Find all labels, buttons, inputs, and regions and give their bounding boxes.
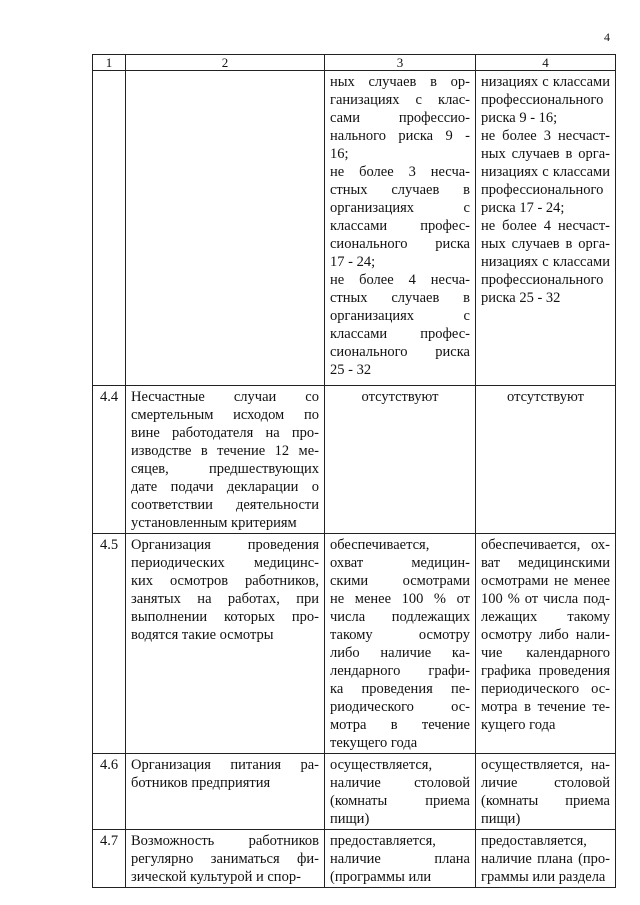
text-line: организациях с [330,200,470,216]
text-line: осмотрами не менее [481,573,610,589]
text-line: чие календарного [481,645,610,661]
text-line: не более 4 несчаст- [481,218,610,234]
text-line: Организация проведения [131,537,319,553]
text-line: профессионального [481,182,604,198]
text-line: не более 4 несча- [330,272,470,288]
text-line: ват медицинскими [481,555,610,571]
text-line: ботников предприятия [131,775,271,791]
text-line: Возможность работников [131,833,319,849]
text-line: профессионального [481,272,604,288]
text-line: предоставляется, [481,833,587,849]
criterion-text [126,71,325,386]
row-number: 4.6 [93,754,126,830]
table-header-row [93,55,616,71]
text-line: вине работодателя на про- [131,425,319,441]
table-row [93,71,616,386]
row-number [93,71,126,386]
text-line: обеспечивается, [330,537,430,553]
text-line: ных случаев в ор- [330,74,470,90]
requirement-col4 [476,71,616,386]
text-line: (программы или [330,869,432,885]
text-line: низациях с классами [481,254,610,270]
header-col-4: 4 [476,55,616,71]
text-line: кущего года [481,717,556,733]
text-line: мотра в течение те- [481,699,610,715]
text-line: не менее 100 % от [330,591,470,607]
text-line: граммы или раздела [481,869,606,885]
header-col-2: 2 [126,55,325,71]
table-row [93,534,616,754]
text-line: периодического ос- [481,681,610,697]
text-line: выполнении которых про- [131,609,319,625]
criterion-text [126,534,325,754]
text-line: сионального риска [330,236,470,252]
text-line: сяцев, предшествующих [131,461,319,477]
text-line: числа подлежащих [330,609,470,625]
header-col-3: 3 [325,55,476,71]
text-line: низациях с классами [481,74,610,90]
text-line: ка проведения пе- [330,681,470,697]
requirement-col4 [476,534,616,754]
text-line: охват медицин- [330,555,470,571]
criterion-text [126,754,325,830]
text-line: стных случаев в [330,182,470,198]
row-number: 4.5 [93,534,126,754]
text-line: ных случаев в орга- [481,146,610,162]
text-line: текущего года [330,735,418,751]
text-line: осуществляется, на- [481,757,610,773]
criterion-text [126,386,325,534]
text-line: сионального риска [330,344,470,360]
text-line: пищи) [330,811,370,827]
page-number: 4 [604,30,610,44]
text-line: классами профес- [330,326,470,342]
text-line: риодического ос- [330,699,470,715]
text-line: риска 9 - 16; [481,110,558,126]
text-line: изводстве в течение 12 ме- [131,443,319,459]
text-line: риска 25 - 32 [481,290,561,306]
row-number: 4.7 [93,830,126,888]
header-col-1: 1 [93,55,126,71]
text-line: личие столовой [481,775,610,791]
table-row [93,386,616,534]
text-line: 17 - 24; [330,254,376,270]
text-line: зической культурой и спор- [131,869,301,885]
text-line: соответствии деятельности [131,497,319,513]
text-line: скими осмотрами [330,573,470,589]
requirement-col3: отсутствуют [325,386,476,534]
text-line: классами профес- [330,218,470,234]
requirement-col4 [476,830,616,888]
text-line: графика проведения [481,663,610,679]
criteria-table [92,54,616,888]
text-line: организациях с [330,308,470,324]
text-line: наличие плана [330,851,470,867]
text-line: ганизациях с клас- [330,92,470,108]
text-line: занятых на работах, при [131,591,319,607]
text-line: 16; [330,146,349,162]
text-line: ких осмотров работников, [131,573,319,589]
requirement-col3 [325,754,476,830]
text-line: лендарного графи- [330,663,470,679]
requirement-col4: отсутствуют [476,386,616,534]
text-line: периодических медицинс- [131,555,319,571]
requirement-col3 [325,71,476,386]
text-line: риска 17 - 24; [481,200,565,216]
text-line: (комнаты приема [330,793,470,809]
row-number: 4.4 [93,386,126,534]
text-line: обеспечивается, ох- [481,537,610,553]
text-line: установленным критериям [131,515,297,531]
text-line: смертельным исходом по [131,407,319,423]
text-line: сами профессио- [330,110,470,126]
text-line: мотра в течение [330,717,470,733]
text-line: регулярно заниматься фи- [131,851,319,867]
text-line: 25 - 32 [330,362,372,378]
text-line: такому осмотру [330,627,470,643]
text-line: не более 3 несчаст- [481,128,610,144]
text-line: стных случаев в [330,290,470,306]
text-line: осуществляется, [330,757,433,773]
text-line: водятся такие осмотры [131,627,274,643]
requirement-col3 [325,830,476,888]
text-line: (комнаты приема [481,793,610,809]
text-line: лежащих такому [481,609,610,625]
text-line: пищи) [481,811,521,827]
text-line: низациях с классами [481,164,610,180]
text-line: 100 % от числа под- [481,591,610,607]
text-line: нального риска 9 - [330,128,470,144]
text-line: дате подачи декларации о [131,479,319,495]
text-line: предоставляется, [330,833,436,849]
text-line: либо наличие ка- [330,645,470,661]
text-line: осмотру либо нали- [481,627,610,643]
text-line: ных случаев в орга- [481,236,610,252]
table-row [93,754,616,830]
requirement-col4 [476,754,616,830]
text-line: наличие плана (про- [481,851,610,867]
table-row [93,830,616,888]
text-line: профессионального [481,92,604,108]
text-line: Организация питания ра- [131,757,319,773]
text-line: Несчастные случаи со [131,389,319,405]
requirement-col3 [325,534,476,754]
text-line: не более 3 несча- [330,164,470,180]
text-line: наличие столовой [330,775,470,791]
criterion-text [126,830,325,888]
